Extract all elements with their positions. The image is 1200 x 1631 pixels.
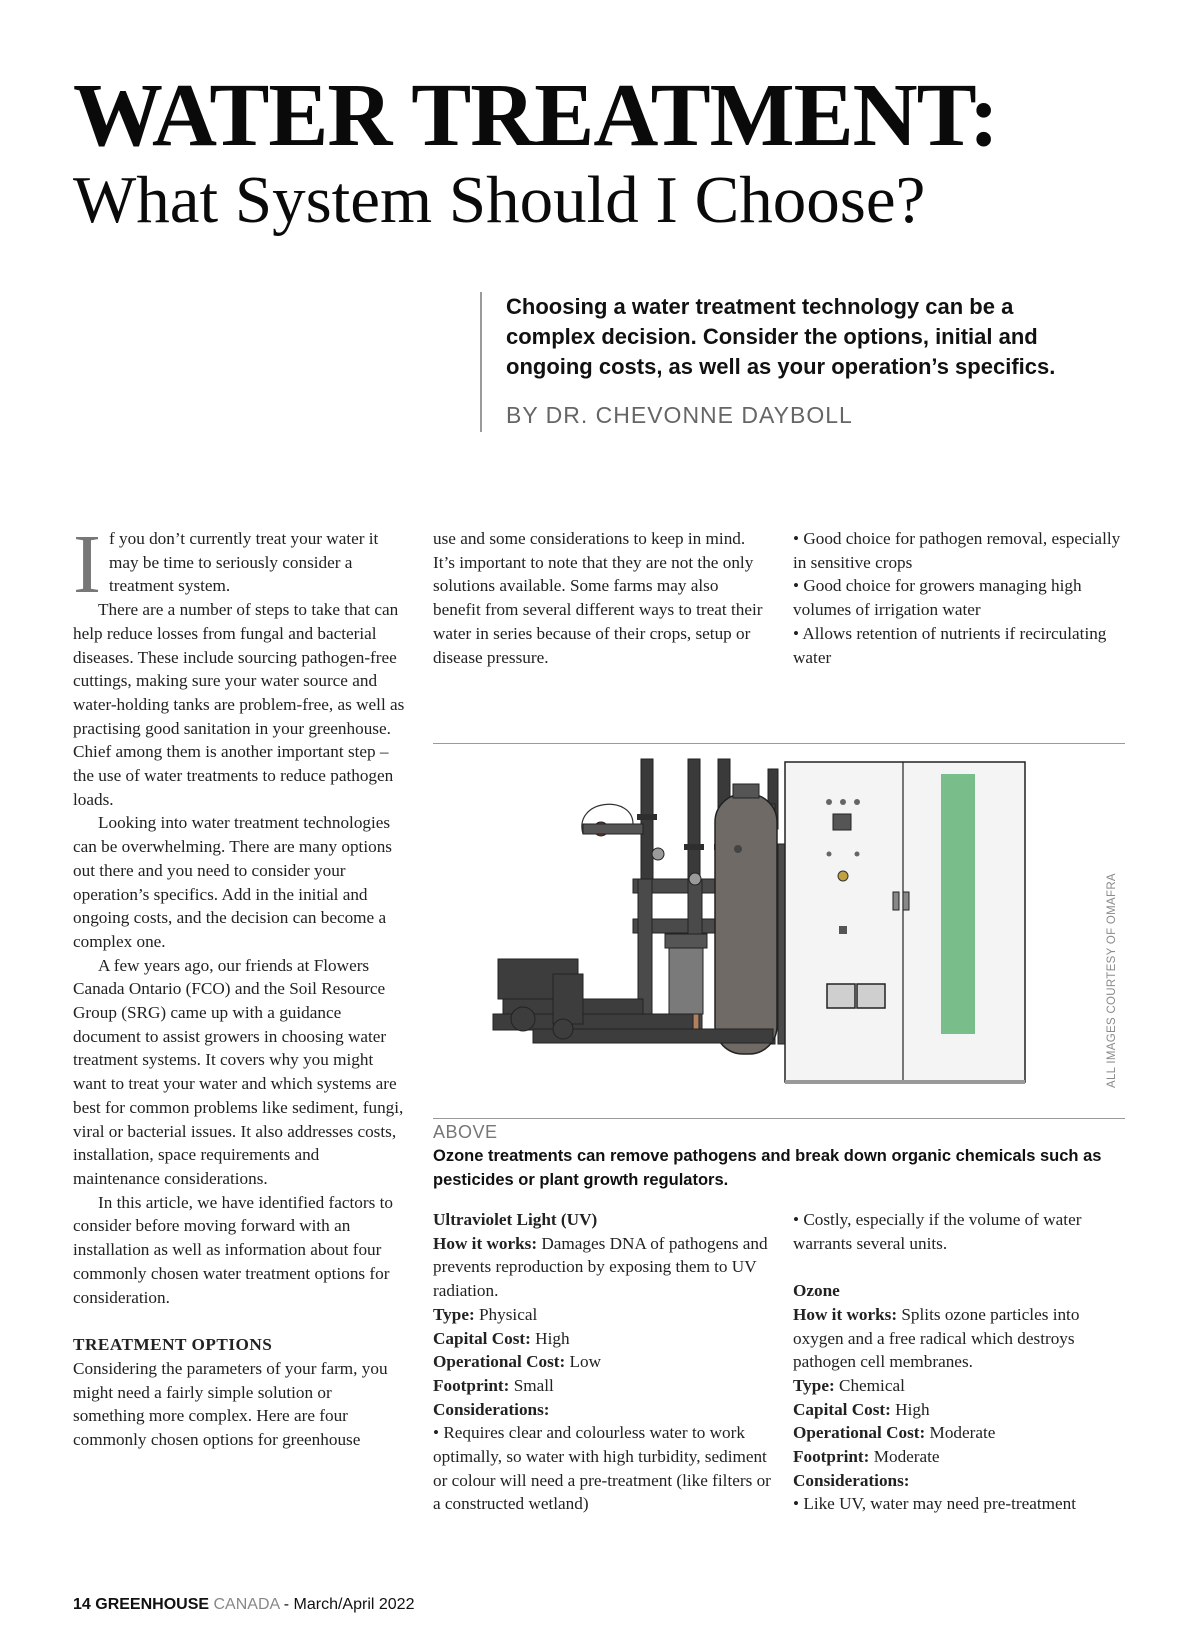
uv-heading: Ultraviolet Light (UV) bbox=[433, 1210, 598, 1229]
uv-capital-cost bbox=[433, 1327, 771, 1351]
field-value: Moderate bbox=[925, 1423, 996, 1443]
magazine-country: CANADA bbox=[213, 1596, 280, 1613]
uv-footprint bbox=[433, 1374, 771, 1398]
bullet-item: • Good choice for pathogen removal, especially in sensitive crops bbox=[793, 529, 1121, 572]
ozone-capital-cost bbox=[793, 1398, 1128, 1422]
drop-cap: I bbox=[73, 518, 101, 611]
uv-considerations-label: Considerations: bbox=[433, 1399, 550, 1419]
ozone-footprint bbox=[793, 1445, 1128, 1469]
bullet-item: • Good choice for growers managing high volumes of irrigation water bbox=[793, 576, 1082, 620]
body-column-1 bbox=[73, 518, 405, 1452]
figure-bottom-rule bbox=[433, 1118, 1125, 1119]
caption-label: ABOVE bbox=[433, 1122, 498, 1142]
field-value: High bbox=[530, 1328, 570, 1348]
field-value: Damages DNA of pathogens and prevents reproduction by exposing them to UV radiation. bbox=[433, 1233, 768, 1301]
figure-caption: Ozone treatments can remove pathogens and break down organic chemicals such as pesticides or plant growth regulators. bbox=[433, 1147, 1102, 1189]
byline: BY DR. CHEVONNE DAYBOLL bbox=[506, 402, 853, 428]
image-credit: ALL IMAGES COURTESY OF OMAFRA bbox=[1106, 873, 1118, 1088]
page-number: 14 bbox=[73, 1596, 91, 1613]
body-paragraph: Considering the parameters of your farm, you might need a fairly simple solution or something more complex. Here are four commonly chosen options for greenhouse bbox=[73, 1358, 388, 1450]
field-label: How it works: bbox=[433, 1233, 538, 1253]
ozone-considerations-label: Considerations: bbox=[793, 1470, 910, 1490]
body-paragraph: A few years ago, our friends at Flowers Canada Ontario (FCO) and the Soil Resource Group (SRG) came up with a guidance document to assist growers in choosing water treatment systems. It covers why you might want to treat your water and which systems are best for common problems like sediment, fungi, viral or bacterial issues. It also addresses costs, installation, space requirements and maintenance considerations. bbox=[73, 955, 404, 1188]
deck-text: Choosing a water treatment technology can be a complex decision. Consider the options, initial and ongoing costs, as well as your operation’s specifics. bbox=[506, 294, 1056, 379]
body-paragraph: There are a number of steps to take that can help reduce losses from fungal and bacterial diseases. These include sourcing pathogen-free cuttings, making sure your water source and water-holding tanks are problem-free, as well as practising good sanitation in your greenhouse. Chief among them is another important step – the use of water treatments to reduce pathogen loads. bbox=[73, 600, 405, 809]
ozone-section bbox=[793, 1208, 1128, 1516]
field-label: Capital Cost: bbox=[433, 1328, 531, 1348]
bullet-item: • Requires clear and colourless water to work optimally, so water with high turbidity, sediment or colour will need a pre-treatment (like filters or a constructed wetland) bbox=[433, 1423, 771, 1514]
article-title: WATER TREATMENT: bbox=[73, 66, 998, 165]
body-column-2-top bbox=[433, 527, 763, 669]
field-value: High bbox=[890, 1399, 930, 1419]
field-value: Splits ozone particles into oxygen and a free radical which destroys pathogen cell membranes. bbox=[793, 1304, 1080, 1372]
field-label: Capital Cost: bbox=[793, 1399, 891, 1419]
ozone-system-illustration bbox=[433, 744, 1125, 1116]
field-value: Physical bbox=[474, 1304, 538, 1324]
ozone-operational-cost bbox=[793, 1421, 1128, 1445]
bullet-item: • Allows retention of nutrients if recirculating water bbox=[793, 623, 1107, 667]
intro-text: f you don’t currently treat your water it may be time to seriously consider a treatment system. bbox=[108, 529, 379, 596]
section-heading: TREATMENT OPTIONS bbox=[73, 1335, 273, 1355]
body-paragraph: Looking into water treatment technologies can be overwhelming. There are many options out there and you need to consider your operation’s specifics. Add in the initial and ongoing costs, and the decision can become a complex one. bbox=[73, 813, 392, 951]
ozone-heading: Ozone bbox=[793, 1281, 840, 1301]
bullet-item: • Like UV, water may need pre-treatment bbox=[793, 1494, 1076, 1514]
body-paragraph: In this article, we have identified factors to consider before moving forward with an installation as well as information about four commonly chosen water treatment options for consideration. bbox=[73, 1192, 393, 1307]
body-paragraph: use and some considerations to keep in mind. It’s important to note that they are not the only solutions available. Some farms may also benefit from several different ways to treat their water in series because of their crops, setup or disease pressure. bbox=[433, 529, 763, 667]
uv-operational-cost bbox=[433, 1350, 771, 1374]
uv-section bbox=[433, 1208, 771, 1516]
article-deck bbox=[480, 292, 1066, 432]
issue-date: - March/April 2022 bbox=[283, 1596, 415, 1613]
spacer bbox=[793, 1255, 1128, 1279]
article-subtitle: What System Should I Choose? bbox=[73, 163, 926, 237]
page-footer bbox=[73, 1596, 414, 1614]
bullet-item: • Costly, especially if the volume of water warrants several units. bbox=[793, 1210, 1082, 1253]
body-column-3-top bbox=[793, 527, 1128, 669]
field-label: How it works: bbox=[793, 1304, 898, 1324]
field-label: Footprint: bbox=[433, 1375, 510, 1395]
field-value: Chemical bbox=[834, 1375, 905, 1395]
field-label: Type: bbox=[793, 1375, 835, 1395]
uv-how-it-works bbox=[433, 1232, 771, 1303]
field-label: Operational Cost: bbox=[433, 1352, 566, 1372]
intro-paragraph bbox=[73, 518, 405, 611]
field-value: Moderate bbox=[869, 1447, 940, 1467]
field-label: Operational Cost: bbox=[793, 1423, 926, 1443]
field-label: Type: bbox=[433, 1304, 475, 1324]
field-label: Footprint: bbox=[793, 1447, 870, 1467]
ozone-type bbox=[793, 1374, 1128, 1398]
magazine-name: GREENHOUSE bbox=[95, 1596, 210, 1613]
uv-type bbox=[433, 1303, 771, 1327]
ozone-how-it-works bbox=[793, 1303, 1128, 1374]
field-value: Low bbox=[565, 1352, 602, 1372]
field-value: Small bbox=[509, 1375, 554, 1395]
